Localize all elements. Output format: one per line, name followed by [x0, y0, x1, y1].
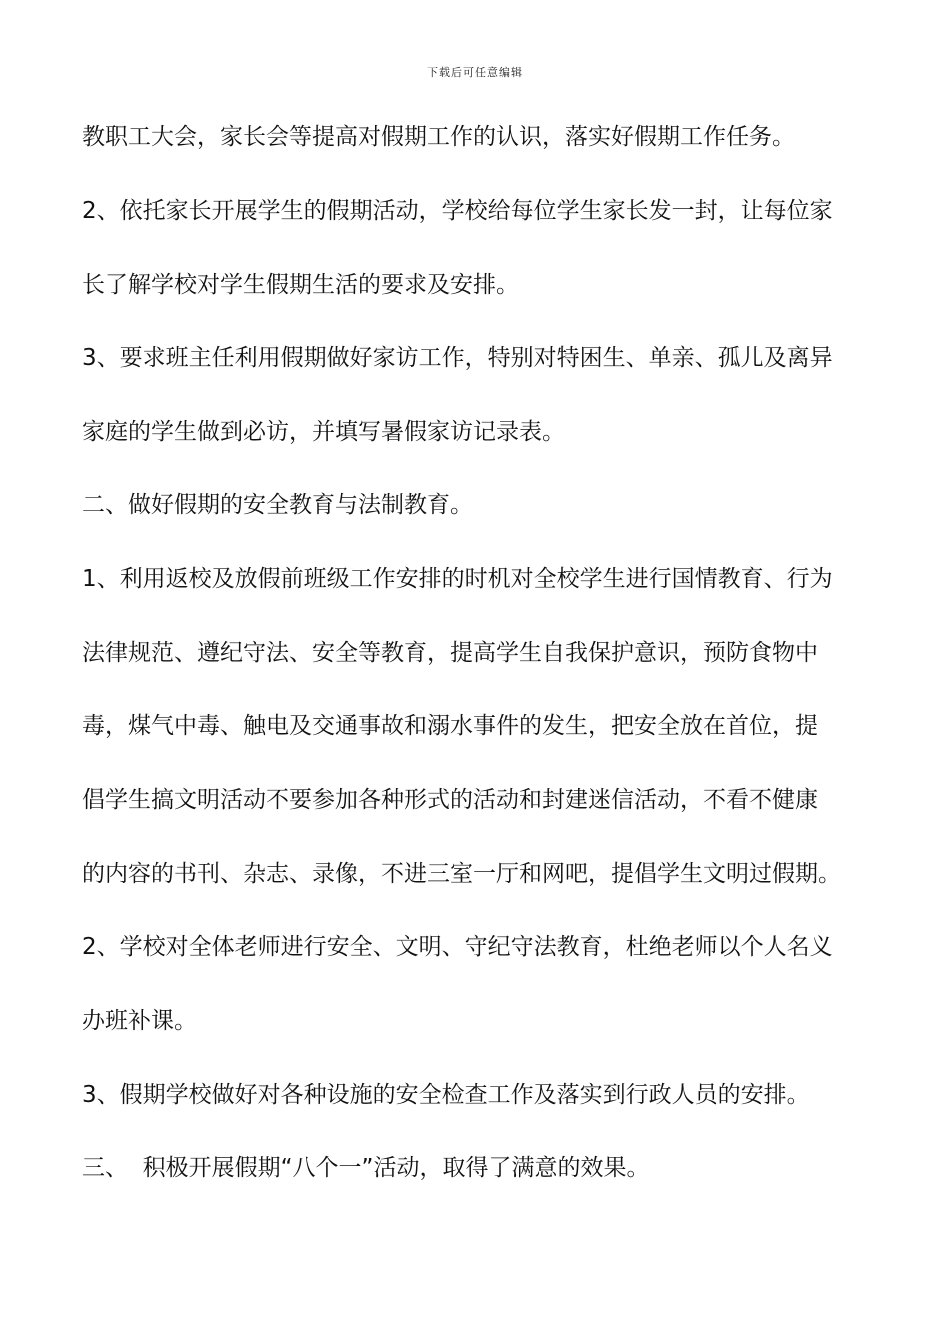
text-line: 2、依托家长开展学生的假期活动，学校给每位学生家长发一封，让每位家 — [82, 198, 833, 224]
text-line: 长了解学校对学生假期生活的要求及安排。 — [82, 272, 519, 298]
page-header: 下载后可任意编辑 — [427, 66, 523, 79]
text-line: 家庭的学生做到必访，并填写暑假家访记录表。 — [82, 419, 565, 445]
text-line: 1、利用返校及放假前班级工作安排的时机对全校学生进行国情教育、行为 — [82, 566, 833, 592]
text-line: 2、学校对全体老师进行安全、文明、守纪守法教育，杜绝老师以个人名义 — [82, 934, 833, 960]
text-line: 教职工大会，家长会等提高对假期工作的认识，落实好假期工作任务。 — [82, 124, 795, 150]
section-heading: 三、 积极开展假期“八个一”活动，取得了满意的效果。 — [82, 1155, 650, 1181]
section-heading: 二、做好假期的安全教育与法制教育。 — [82, 492, 473, 518]
text-line: 办班补课。 — [82, 1008, 197, 1034]
text-line: 3、假期学校做好对各种设施的安全检查工作及落实到行政人员的安排。 — [82, 1082, 810, 1108]
text-line: 的内容的书刊、杂志、录像，不进三室一厅和网吧，提倡学生文明过假期。 — [82, 861, 841, 887]
text-line: 毒，煤气中毒、触电及交通事故和溺水事件的发生，把安全放在首位，提 — [82, 713, 818, 739]
text-line: 法律规范、遵纪守法、安全等教育，提高学生自我保护意识，预防食物中 — [82, 640, 818, 666]
text-line: 3、要求班主任利用假期做好家访工作，特别对特困生、单亲、孤儿及离异 — [82, 345, 833, 371]
text-line: 倡学生搞文明活动不要参加各种形式的活动和封建迷信活动，不看不健康 — [82, 787, 818, 813]
